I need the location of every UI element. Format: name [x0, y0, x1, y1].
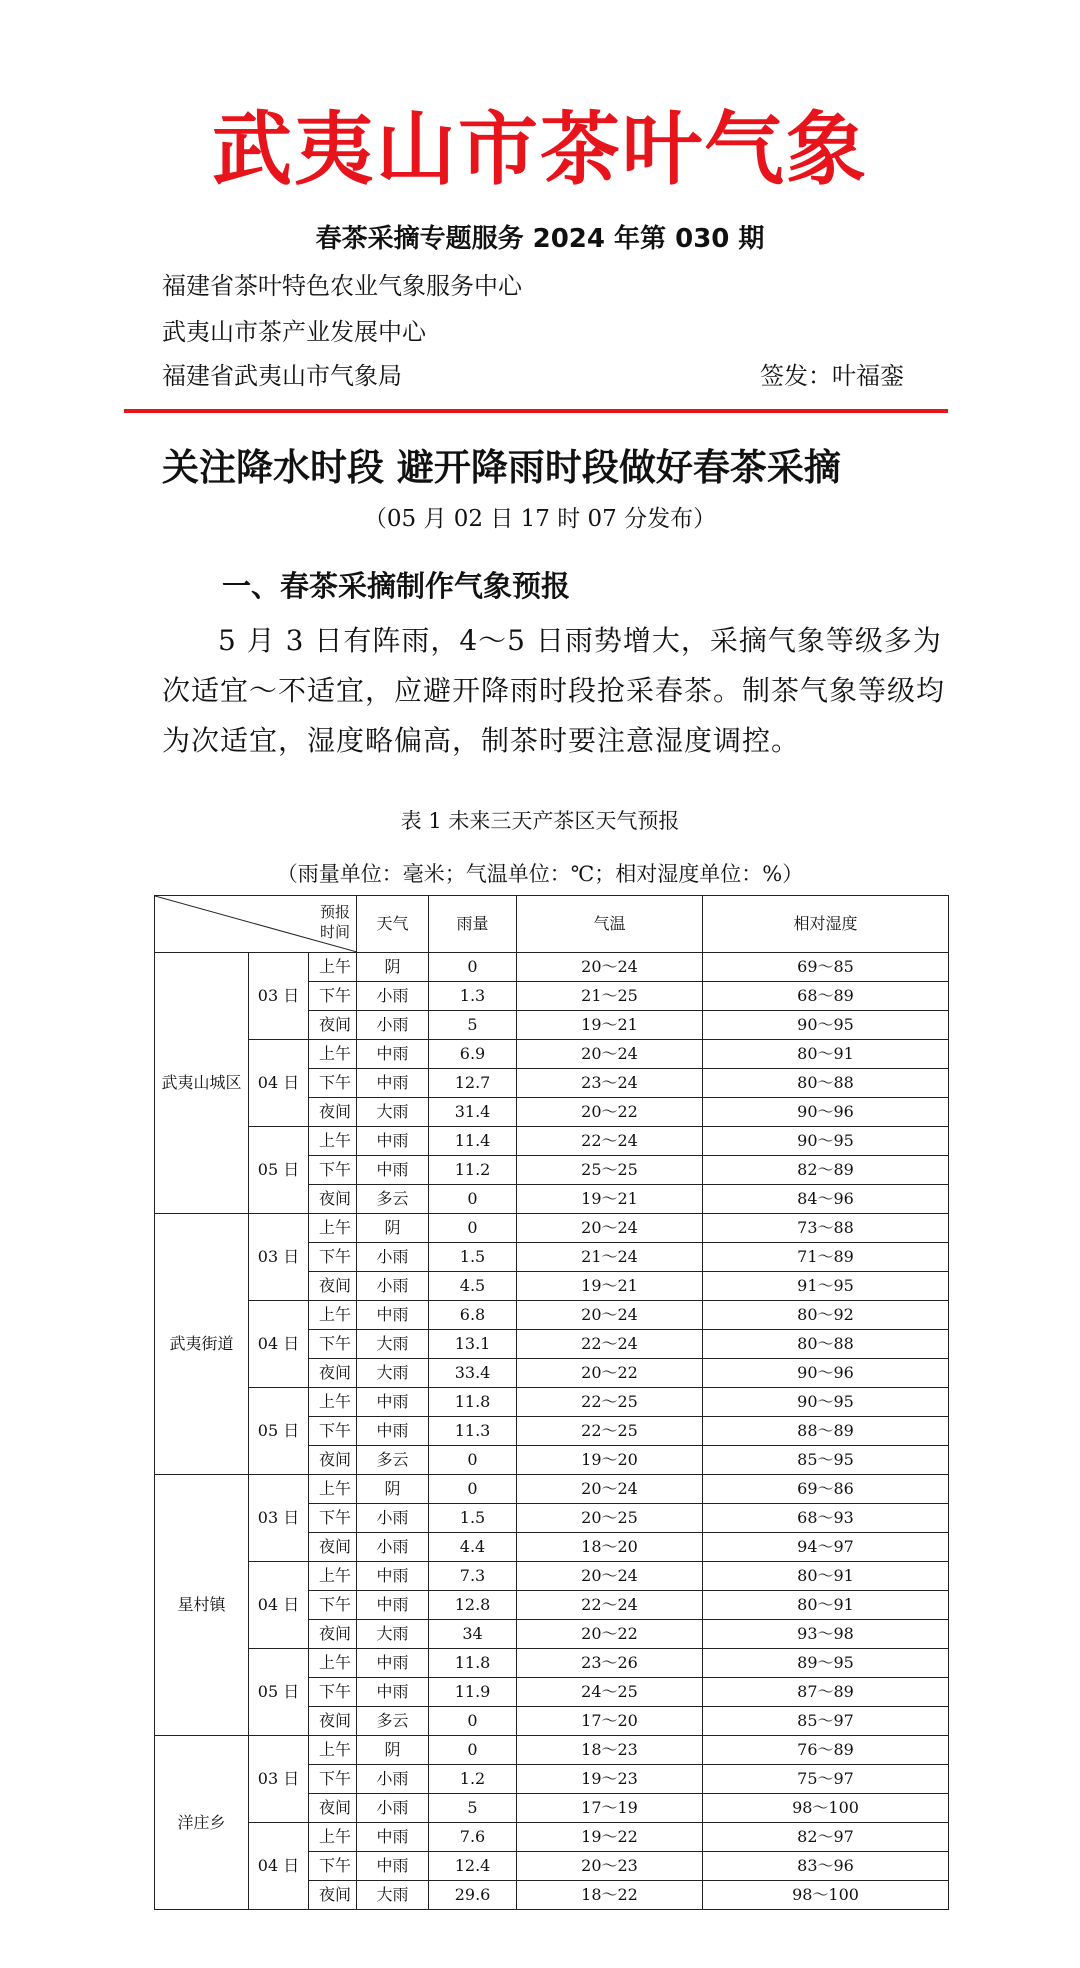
org-name: 福建省茶叶特色农业气象服务中心 — [162, 272, 522, 300]
weather-cell: 中雨 — [357, 1301, 429, 1330]
humidity-cell: 90～95 — [703, 1388, 949, 1417]
humidity-cell: 82～89 — [703, 1156, 949, 1185]
period-cell: 上午 — [309, 1736, 357, 1765]
rain-cell: 34 — [429, 1620, 517, 1649]
weather-cell: 中雨 — [357, 1562, 429, 1591]
corner-label: 预报 时间 — [320, 903, 351, 941]
table-row — [155, 1736, 949, 1765]
table-row — [155, 1649, 949, 1678]
humidity-cell: 69～85 — [703, 953, 949, 982]
masthead-title: 武夷山市茶叶气象 — [212, 103, 868, 196]
temp-cell: 20～25 — [517, 1504, 703, 1533]
weather-cell: 中雨 — [357, 1388, 429, 1417]
weather-cell: 中雨 — [357, 1417, 429, 1446]
rain-cell: 33.4 — [429, 1359, 517, 1388]
header-humidity: 相对湿度 — [703, 896, 949, 953]
day-cell: 04 日 — [249, 1562, 309, 1649]
org-name: 福建省武夷山市气象局 — [162, 362, 402, 390]
table-row — [155, 1301, 949, 1330]
temp-cell: 21～24 — [517, 1243, 703, 1272]
temp-cell: 20～23 — [517, 1852, 703, 1881]
temp-cell: 19～21 — [517, 1272, 703, 1301]
temp-cell: 20～22 — [517, 1620, 703, 1649]
rain-cell: 1.3 — [429, 982, 517, 1011]
humidity-cell: 82～97 — [703, 1823, 949, 1852]
corner-header — [155, 896, 357, 953]
humidity-cell: 80～91 — [703, 1040, 949, 1069]
temp-cell: 19～20 — [517, 1446, 703, 1475]
signer: 签发：叶福銮 — [760, 362, 904, 390]
period-cell: 夜间 — [309, 1185, 357, 1214]
weather-cell: 中雨 — [357, 1591, 429, 1620]
weather-cell: 多云 — [357, 1707, 429, 1736]
rain-cell: 12.4 — [429, 1852, 517, 1881]
temp-cell: 18～22 — [517, 1881, 703, 1910]
period-cell: 上午 — [309, 953, 357, 982]
period-cell: 下午 — [309, 1852, 357, 1881]
issue-line: 春茶采摘专题服务 2024 年第 030 期 — [315, 224, 765, 254]
temp-cell: 19～21 — [517, 1011, 703, 1040]
temp-cell: 24～25 — [517, 1678, 703, 1707]
humidity-cell: 80～92 — [703, 1301, 949, 1330]
temp-cell: 20～24 — [517, 1214, 703, 1243]
period-cell: 夜间 — [309, 1011, 357, 1040]
rain-cell: 0 — [429, 1707, 517, 1736]
rain-cell: 7.3 — [429, 1562, 517, 1591]
period-cell: 下午 — [309, 1330, 357, 1359]
temp-cell: 20～24 — [517, 1562, 703, 1591]
period-cell: 下午 — [309, 1069, 357, 1098]
table-caption: 表 1 未来三天产茶区天气预报 — [400, 809, 680, 833]
day-cell: 03 日 — [249, 1736, 309, 1823]
table-row — [155, 1562, 949, 1591]
temp-cell: 23～26 — [517, 1649, 703, 1678]
period-cell: 下午 — [309, 1591, 357, 1620]
weather-cell: 小雨 — [357, 1243, 429, 1272]
humidity-cell: 90～95 — [703, 1011, 949, 1040]
temp-cell: 18～20 — [517, 1533, 703, 1562]
humidity-cell: 90～95 — [703, 1127, 949, 1156]
temp-cell: 23～24 — [517, 1069, 703, 1098]
humidity-cell: 83～96 — [703, 1852, 949, 1881]
rain-cell: 11.3 — [429, 1417, 517, 1446]
period-cell: 上午 — [309, 1823, 357, 1852]
rain-cell: 11.9 — [429, 1678, 517, 1707]
day-cell: 04 日 — [249, 1301, 309, 1388]
table-row — [155, 1823, 949, 1852]
table-units: （雨量单位：毫米；气温单位：℃；相对湿度单位：%） — [276, 862, 804, 886]
weather-cell: 阴 — [357, 1475, 429, 1504]
period-cell: 下午 — [309, 1156, 357, 1185]
weather-cell: 多云 — [357, 1185, 429, 1214]
rain-cell: 0 — [429, 1185, 517, 1214]
weather-cell: 中雨 — [357, 1127, 429, 1156]
temp-cell: 18～23 — [517, 1736, 703, 1765]
humidity-cell: 80～88 — [703, 1069, 949, 1098]
temp-cell: 22～25 — [517, 1417, 703, 1446]
header-temp: 气温 — [517, 896, 703, 953]
period-cell: 夜间 — [309, 1881, 357, 1910]
period-cell: 上午 — [309, 1301, 357, 1330]
temp-cell: 22～24 — [517, 1330, 703, 1359]
temp-cell: 20～24 — [517, 1301, 703, 1330]
rain-cell: 6.8 — [429, 1301, 517, 1330]
region-cell: 星村镇 — [155, 1475, 249, 1736]
table-row — [155, 1040, 949, 1069]
weather-cell: 中雨 — [357, 1823, 429, 1852]
publish-time: （05 月 02 日 17 时 07 分发布） — [363, 506, 717, 532]
rain-cell: 4.4 — [429, 1533, 517, 1562]
period-cell: 夜间 — [309, 1446, 357, 1475]
period-cell: 上午 — [309, 1127, 357, 1156]
weather-cell: 小雨 — [357, 1765, 429, 1794]
humidity-cell: 80～88 — [703, 1330, 949, 1359]
day-cell: 04 日 — [249, 1040, 309, 1127]
humidity-cell: 68～93 — [703, 1504, 949, 1533]
humidity-cell: 91～95 — [703, 1272, 949, 1301]
weather-cell: 中雨 — [357, 1678, 429, 1707]
temp-cell: 17～19 — [517, 1794, 703, 1823]
weather-cell: 小雨 — [357, 1272, 429, 1301]
humidity-cell: 93～98 — [703, 1620, 949, 1649]
humidity-cell: 80～91 — [703, 1562, 949, 1591]
rain-cell: 12.8 — [429, 1591, 517, 1620]
rain-cell: 7.6 — [429, 1823, 517, 1852]
weather-cell: 小雨 — [357, 982, 429, 1011]
period-cell: 上午 — [309, 1562, 357, 1591]
table-row — [155, 1127, 949, 1156]
rain-cell: 5 — [429, 1011, 517, 1040]
rain-cell: 5 — [429, 1794, 517, 1823]
forecast-table — [154, 895, 949, 1910]
weather-cell: 大雨 — [357, 1330, 429, 1359]
weather-cell: 阴 — [357, 1736, 429, 1765]
rain-cell: 11.4 — [429, 1127, 517, 1156]
day-cell: 05 日 — [249, 1649, 309, 1736]
period-cell: 上午 — [309, 1649, 357, 1678]
weather-cell: 小雨 — [357, 1504, 429, 1533]
rain-cell: 6.9 — [429, 1040, 517, 1069]
temp-cell: 22～24 — [517, 1591, 703, 1620]
period-cell: 上午 — [309, 1388, 357, 1417]
period-cell: 夜间 — [309, 1533, 357, 1562]
humidity-cell: 98～100 — [703, 1794, 949, 1823]
red-divider — [124, 409, 948, 413]
section-title: 一、春茶采摘制作气象预报 — [222, 569, 571, 603]
temp-cell: 20～24 — [517, 1040, 703, 1069]
temp-cell: 19～23 — [517, 1765, 703, 1794]
table-row — [155, 1475, 949, 1504]
rain-cell: 1.2 — [429, 1765, 517, 1794]
temp-cell: 22～25 — [517, 1388, 703, 1417]
rain-cell: 11.8 — [429, 1388, 517, 1417]
period-cell: 上午 — [309, 1040, 357, 1069]
day-cell: 05 日 — [249, 1127, 309, 1214]
day-cell: 03 日 — [249, 953, 309, 1040]
temp-cell: 25～25 — [517, 1156, 703, 1185]
period-cell: 下午 — [309, 1765, 357, 1794]
period-cell: 下午 — [309, 1678, 357, 1707]
org-name: 武夷山市茶产业发展中心 — [162, 318, 426, 346]
humidity-cell: 68～89 — [703, 982, 949, 1011]
humidity-cell: 94～97 — [703, 1533, 949, 1562]
period-cell: 夜间 — [309, 1794, 357, 1823]
humidity-cell: 84～96 — [703, 1185, 949, 1214]
period-cell: 下午 — [309, 1243, 357, 1272]
rain-cell: 29.6 — [429, 1881, 517, 1910]
rain-cell: 13.1 — [429, 1330, 517, 1359]
rain-cell: 11.2 — [429, 1156, 517, 1185]
rain-cell: 1.5 — [429, 1243, 517, 1272]
table-header-row — [155, 896, 949, 953]
humidity-cell: 75～97 — [703, 1765, 949, 1794]
weather-cell: 大雨 — [357, 1359, 429, 1388]
temp-cell: 20～24 — [517, 953, 703, 982]
weather-cell: 大雨 — [357, 1881, 429, 1910]
period-cell: 下午 — [309, 1504, 357, 1533]
period-cell: 夜间 — [309, 1272, 357, 1301]
temp-cell: 20～22 — [517, 1098, 703, 1127]
weather-cell: 阴 — [357, 1214, 429, 1243]
period-cell: 下午 — [309, 1417, 357, 1446]
weather-cell: 中雨 — [357, 1156, 429, 1185]
day-cell: 03 日 — [249, 1475, 309, 1562]
humidity-cell: 90～96 — [703, 1359, 949, 1388]
forecast-paragraph: 5 月 3 日有阵雨，4～5 日雨势增大，采摘气象等级多为次适宜～不适宜，应避开降雨时段抢采春茶。制茶气象等级均为次适宜，湿度略偏高，制茶时要注意湿度调控。 — [162, 624, 946, 757]
rain-cell: 0 — [429, 1475, 517, 1504]
table-row — [155, 953, 949, 982]
humidity-cell: 87～89 — [703, 1678, 949, 1707]
period-cell: 上午 — [309, 1475, 357, 1504]
humidity-cell: 88～89 — [703, 1417, 949, 1446]
temp-cell: 20～24 — [517, 1475, 703, 1504]
rain-cell: 4.5 — [429, 1272, 517, 1301]
humidity-cell: 69～86 — [703, 1475, 949, 1504]
temp-cell: 19～22 — [517, 1823, 703, 1852]
table-row — [155, 1388, 949, 1417]
weather-cell: 小雨 — [357, 1533, 429, 1562]
temp-cell: 19～21 — [517, 1185, 703, 1214]
table-row — [155, 1214, 949, 1243]
rain-cell: 0 — [429, 1446, 517, 1475]
humidity-cell: 80～91 — [703, 1591, 949, 1620]
rain-cell: 0 — [429, 953, 517, 982]
weather-cell: 阴 — [357, 953, 429, 982]
rain-cell: 11.8 — [429, 1649, 517, 1678]
period-cell: 夜间 — [309, 1707, 357, 1736]
humidity-cell: 90～96 — [703, 1098, 949, 1127]
period-cell: 夜间 — [309, 1359, 357, 1388]
weather-cell: 大雨 — [357, 1098, 429, 1127]
weather-cell: 中雨 — [357, 1852, 429, 1881]
region-cell: 洋庄乡 — [155, 1736, 249, 1910]
temp-cell: 22～24 — [517, 1127, 703, 1156]
weather-cell: 中雨 — [357, 1649, 429, 1678]
weather-cell: 多云 — [357, 1446, 429, 1475]
temp-cell: 20～22 — [517, 1359, 703, 1388]
header-rain: 雨量 — [429, 896, 517, 953]
humidity-cell: 85～97 — [703, 1707, 949, 1736]
humidity-cell: 98～100 — [703, 1881, 949, 1910]
humidity-cell: 71～89 — [703, 1243, 949, 1272]
temp-cell: 21～25 — [517, 982, 703, 1011]
period-cell: 下午 — [309, 982, 357, 1011]
header-weather: 天气 — [357, 896, 429, 953]
rain-cell: 31.4 — [429, 1098, 517, 1127]
period-cell: 夜间 — [309, 1098, 357, 1127]
rain-cell: 0 — [429, 1736, 517, 1765]
humidity-cell: 76～89 — [703, 1736, 949, 1765]
headline: 关注降水时段 避开降雨时段做好春茶采摘 — [162, 446, 841, 489]
humidity-cell: 85～95 — [703, 1446, 949, 1475]
region-cell: 武夷山城区 — [155, 953, 249, 1214]
day-cell: 03 日 — [249, 1214, 309, 1301]
rain-cell: 1.5 — [429, 1504, 517, 1533]
rain-cell: 12.7 — [429, 1069, 517, 1098]
day-cell: 04 日 — [249, 1823, 309, 1910]
region-cell: 武夷街道 — [155, 1214, 249, 1475]
humidity-cell: 89～95 — [703, 1649, 949, 1678]
weather-cell: 小雨 — [357, 1011, 429, 1040]
weather-cell: 小雨 — [357, 1794, 429, 1823]
weather-cell: 中雨 — [357, 1069, 429, 1098]
day-cell: 05 日 — [249, 1388, 309, 1475]
weather-cell: 大雨 — [357, 1620, 429, 1649]
temp-cell: 17～20 — [517, 1707, 703, 1736]
period-cell: 上午 — [309, 1214, 357, 1243]
humidity-cell: 73～88 — [703, 1214, 949, 1243]
weather-cell: 中雨 — [357, 1040, 429, 1069]
period-cell: 夜间 — [309, 1620, 357, 1649]
rain-cell: 0 — [429, 1214, 517, 1243]
